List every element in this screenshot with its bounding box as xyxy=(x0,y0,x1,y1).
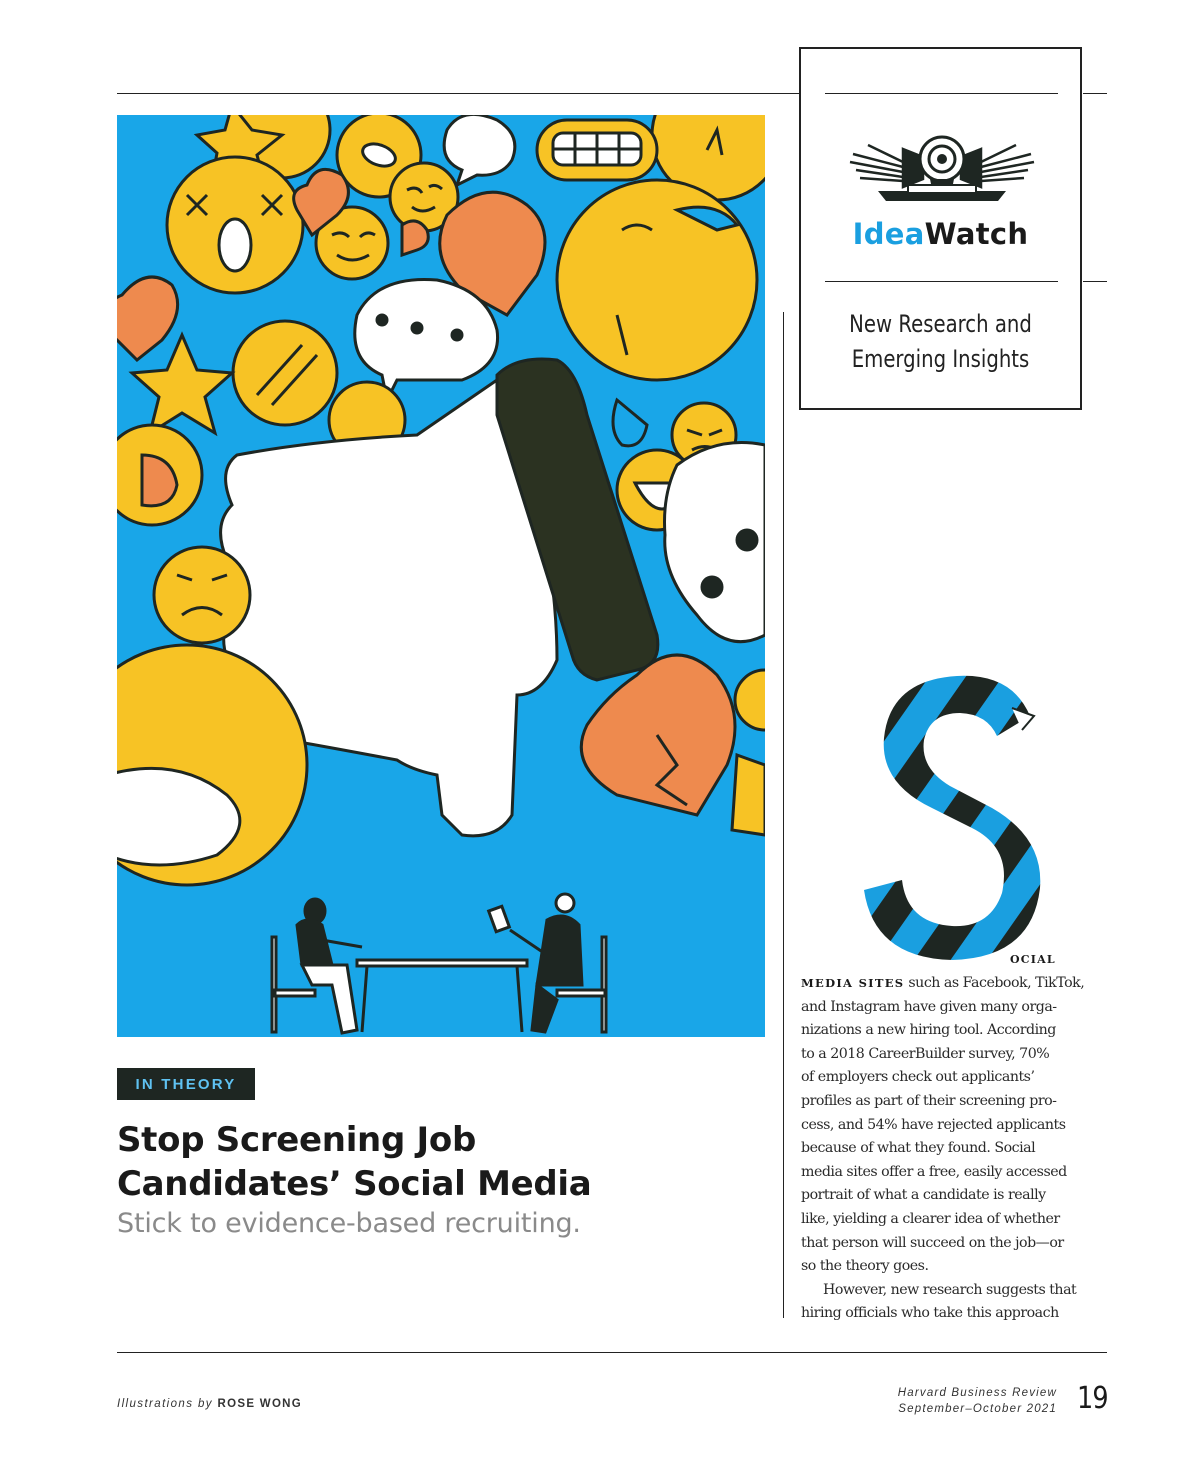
brand-watch: Watch xyxy=(924,217,1029,251)
body-line: because of what they found. Social xyxy=(801,1140,1036,1157)
section-kicker: IN THEORY xyxy=(117,1068,255,1100)
ideawatch-box xyxy=(799,47,1082,410)
bottom-rule xyxy=(117,1352,1107,1353)
subtitle-line-2: Emerging Insights xyxy=(851,345,1030,373)
illustration-credit xyxy=(117,1398,302,1410)
issue-date: September–October 2021 xyxy=(898,1403,1057,1415)
dropcap-s xyxy=(862,668,1042,968)
column-divider xyxy=(783,312,784,1318)
body-line: However, new research suggests that xyxy=(823,1281,1077,1298)
ideawatch-title xyxy=(801,217,1080,251)
body-line: media sites offer a free, easily accessed xyxy=(801,1163,1067,1180)
headline-line-2: Candidates’ Social Media xyxy=(117,1164,592,1204)
lead-in-caps: MEDIA SITES xyxy=(801,976,905,990)
body-line: so the theory goes. xyxy=(801,1258,929,1275)
subtitle-line-1: New Research and xyxy=(849,310,1032,338)
body-line: nizations a new hiring tool. According xyxy=(801,1022,1056,1039)
magazine-name: Harvard Business Review xyxy=(897,1387,1057,1399)
article-illustration xyxy=(117,115,765,1037)
article-dek: Stick to evidence-based recruiting. xyxy=(117,1208,581,1239)
body-line: hiring officials who take this approach xyxy=(801,1305,1059,1322)
lead-in-tail: OCIAL xyxy=(1010,953,1056,966)
ideawatch-subtitle xyxy=(826,307,1055,377)
lightbulb-logo-icon xyxy=(848,129,1036,205)
mid-rule-right xyxy=(1083,281,1107,282)
headline-line-1: Stop Screening Job xyxy=(117,1120,476,1160)
body-line: cess, and 54% have rejected applicants xyxy=(801,1116,1066,1133)
brand-idea: Idea xyxy=(852,217,925,251)
top-rule-right xyxy=(1083,93,1107,94)
body-line: and Instagram have given many orga- xyxy=(801,998,1057,1015)
page-number: 19 xyxy=(1077,1381,1108,1416)
body-line: to a 2018 CareerBuilder survey, 70% xyxy=(801,1045,1050,1062)
body-line: like, yielding a clearer idea of whether xyxy=(801,1210,1060,1227)
top-rule-left xyxy=(117,93,799,94)
body-line: profiles as part of their screening pro- xyxy=(801,1092,1057,1109)
article-headline xyxy=(117,1118,757,1206)
article-body xyxy=(801,972,1106,1326)
credit-prefix: Illustrations by xyxy=(117,1398,218,1410)
body-line-1 xyxy=(801,972,1106,996)
iw-rule-top xyxy=(825,93,1058,94)
body-line-1-text: such as Facebook, TikTok, xyxy=(904,975,1085,991)
magazine-info xyxy=(898,1385,1057,1417)
body-line: that person will succeed on the job—or xyxy=(801,1234,1064,1251)
body-line: of employers check out applicants’ xyxy=(801,1069,1035,1086)
illustrator-name: ROSE WONG xyxy=(217,1398,303,1410)
body-line: portrait of what a candidate is really xyxy=(801,1187,1046,1204)
iw-rule-mid xyxy=(825,281,1058,282)
